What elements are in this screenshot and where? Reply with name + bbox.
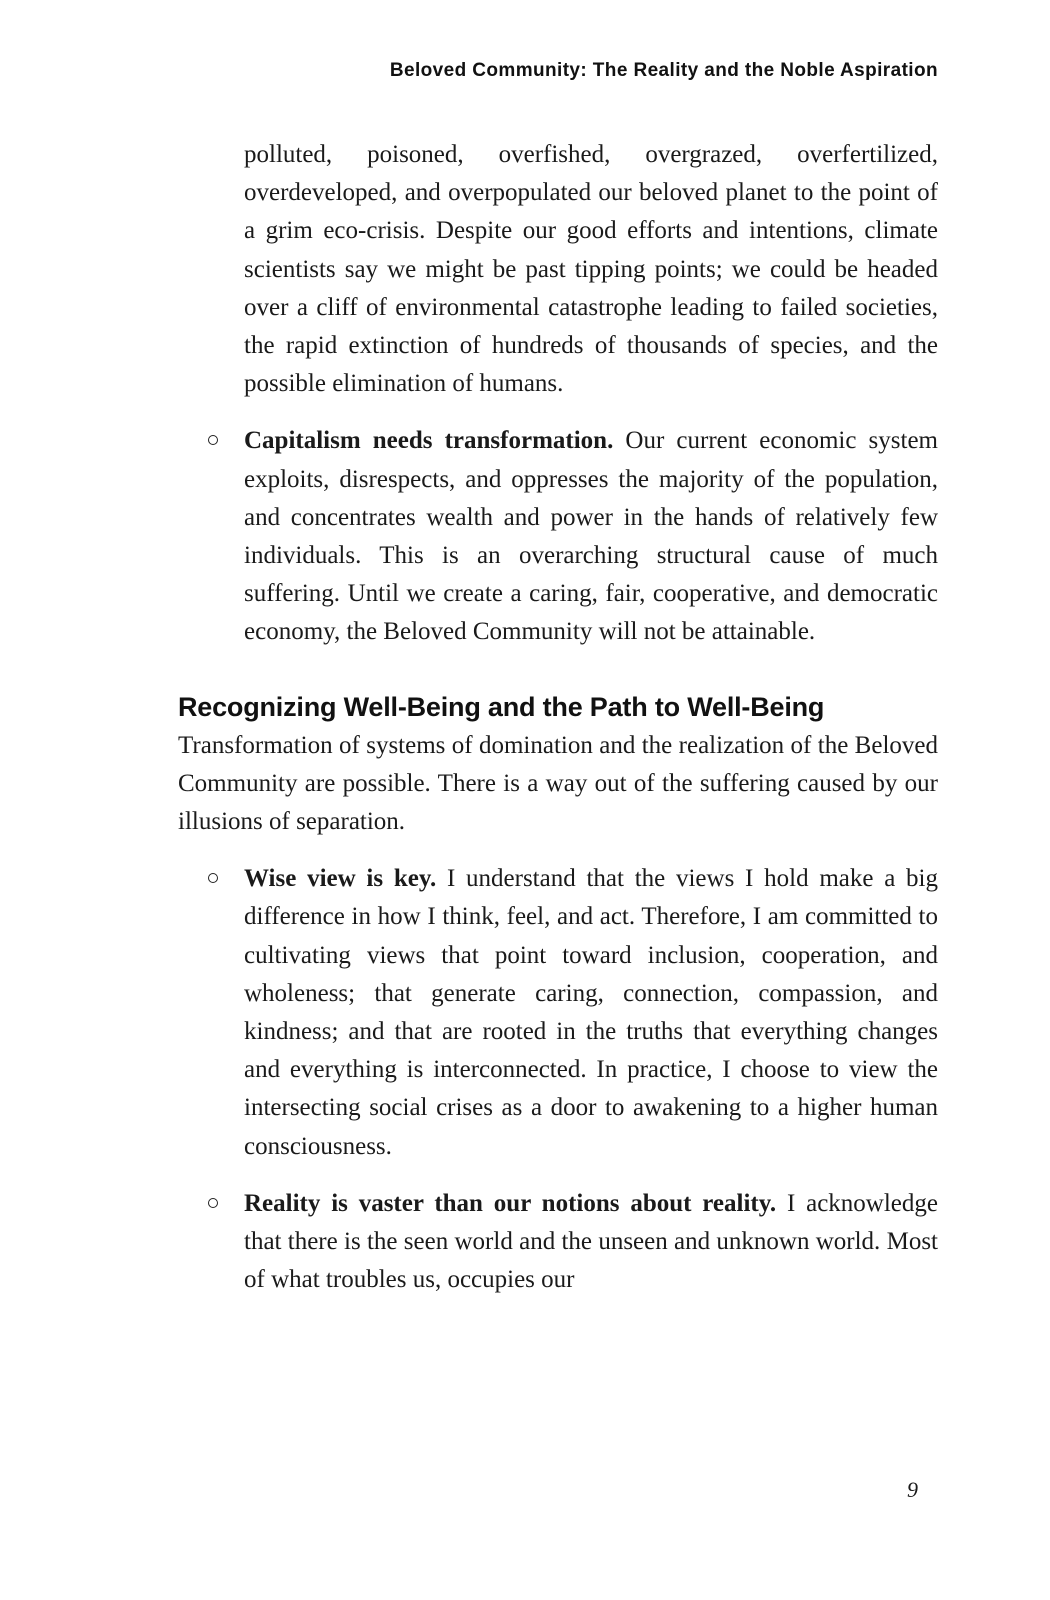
bullet-title: Capitalism needs transformation. bbox=[244, 427, 614, 455]
bullet-item-capitalism bbox=[178, 422, 938, 651]
section-intro: Transformation of systems of domination and the realization of the Beloved Community are possible. There is a way out of the suffering caused by our illusions of separation. bbox=[178, 731, 938, 836]
bullet-text: I acknowledge that there is the seen world and the unseen and unknown world. Most of what troubles us, occupies our bbox=[244, 1189, 938, 1294]
bullet-item-wise-view bbox=[178, 860, 938, 1166]
bullet-item-reality bbox=[178, 1185, 938, 1300]
continued-paragraph: polluted, poisoned, overfished, overgrazed, overfertilized, overdeveloped, and overpopulated our beloved planet to the point of a grim eco-crisis. Despite our good efforts and intentions, climate scientists say we might be past tipping points; we could be headed over a cliff of environmental catastrophe leading to failed societies, the rapid extinction of hundreds of thousands of species, and the possible elimination of humans. bbox=[244, 141, 938, 398]
hollow-circle-bullet-icon bbox=[208, 1198, 218, 1208]
page-content bbox=[178, 136, 938, 1299]
hollow-circle-bullet-icon bbox=[208, 435, 218, 445]
bullet-text: Our current economic system exploits, disrespects, and oppresses the majority of the population, and concentrates wealth and power in the hands of relatively few individuals. This is an overarching structural cause of much suffering. Until we create a caring, fair, cooperative, and democratic economy, the Beloved Community will not be attainable. bbox=[244, 427, 938, 646]
hollow-circle-bullet-icon bbox=[208, 873, 218, 883]
bullet-title: Wise view is key. bbox=[244, 865, 437, 893]
running-head: Beloved Community: The Reality and the Noble Aspiration bbox=[389, 60, 938, 81]
page-number: 9 bbox=[907, 1477, 918, 1502]
section-heading: Recognizing Well-Being and the Path to Well-Being bbox=[178, 691, 825, 722]
bullet-title: Reality is vaster than our notions about reality. bbox=[244, 1189, 777, 1217]
bullet-text: I understand that the views I hold make a big difference in how I think, feel, and act. Therefore, I am committed to cultivating views that point toward inclusion, cooperation, and wholeness; that generate caring, connection, compassion, and kindness; and that are rooted in the truths that everything changes and everything is interconnected. In practice, I choose to view the intersecting social crises as a door to awakening to a higher human consciousness. bbox=[244, 865, 938, 1160]
